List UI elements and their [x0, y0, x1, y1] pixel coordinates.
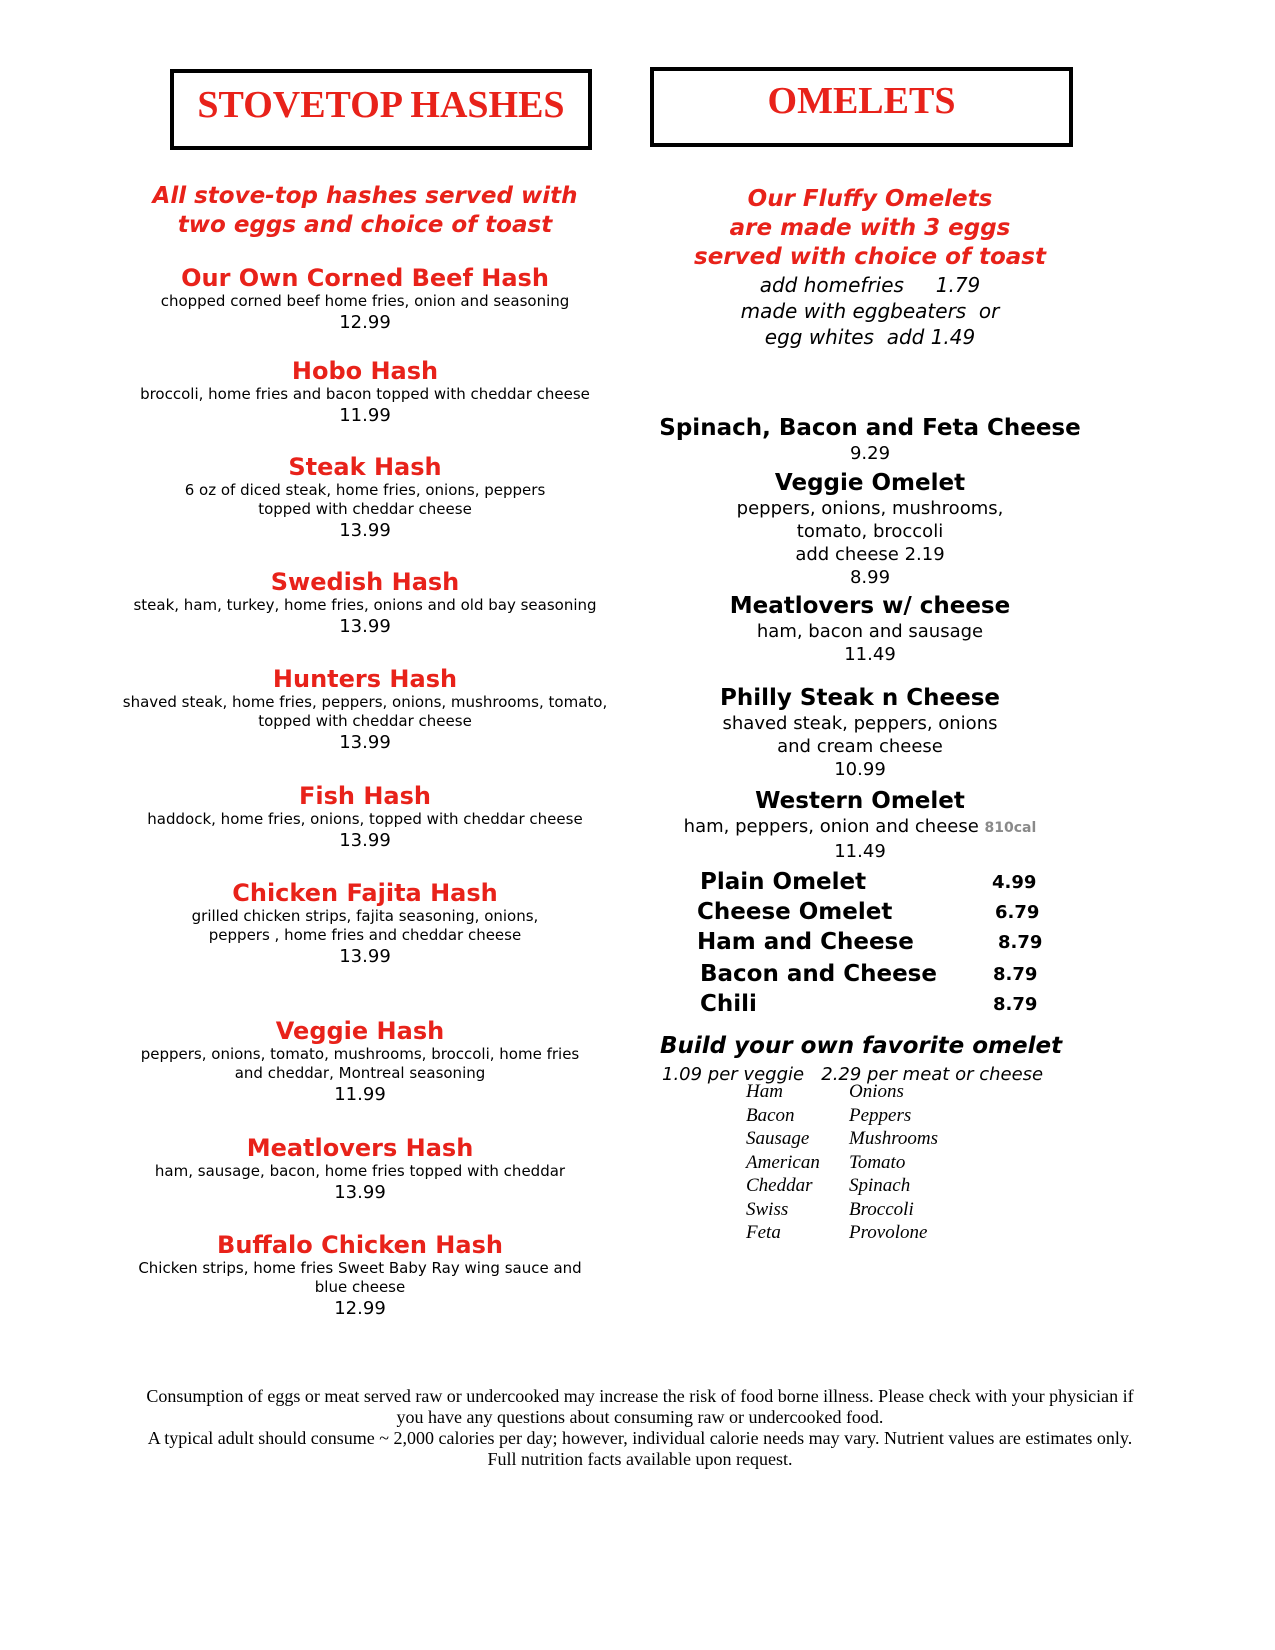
hash-item-fish: [90, 782, 640, 853]
hash-price: 13.99: [334, 1182, 386, 1203]
omelet-item-western: [630, 787, 1090, 863]
ingredient: Provolone: [849, 1222, 928, 1243]
hashes-intro: [90, 182, 640, 240]
omelet-price: 11.49: [834, 841, 886, 862]
hash-name: Veggie Hash: [275, 1017, 445, 1045]
omelet-price: 10.99: [834, 759, 886, 780]
simple-omelet-name: Chili: [700, 991, 757, 1017]
hash-price: 13.99: [339, 520, 391, 541]
simple-omelet-row: [700, 991, 1040, 1021]
omelet-desc: peppers, onions, mushrooms,: [736, 498, 1004, 519]
hash-item-buffalo-chicken: [80, 1231, 640, 1321]
hash-name: Steak Hash: [288, 453, 442, 481]
simple-omelet-price: 4.99: [992, 872, 1037, 893]
hash-desc: peppers, onions, tomato, mushrooms, broccoli, home fries: [140, 1045, 580, 1063]
ingredient: Tomato: [849, 1151, 906, 1173]
omelet-desc: [630, 815, 1090, 840]
simple-omelet-price: 8.79: [993, 964, 1038, 985]
ingredient: Mushrooms: [849, 1128, 939, 1149]
hash-name: Fish Hash: [299, 782, 431, 810]
omelets-intro-note: egg whites add 1.49: [764, 325, 976, 349]
ingredient: Sausage: [746, 1128, 810, 1149]
omelet-item-philly: [630, 684, 1090, 781]
hash-desc: steak, ham, turkey, home fries, onions and old bay seasoning: [133, 596, 597, 614]
build-omelet-title: Build your own favorite omelet: [660, 1033, 1063, 1059]
hash-price: 13.99: [339, 830, 391, 851]
simple-omelet-row: [700, 869, 1040, 899]
omelet-desc: add cheese 2.19: [795, 544, 945, 565]
ingredient: Broccoli: [849, 1198, 914, 1220]
hash-desc: 6 oz of diced steak, home fries, onions, peppers: [184, 481, 546, 499]
omelet-name: Meatlovers w/ cheese: [729, 593, 1011, 619]
hashes-intro-line: two eggs and choice of toast: [177, 212, 553, 238]
hash-desc: topped with cheddar cheese: [258, 712, 472, 730]
hash-price: 12.99: [334, 1298, 386, 1319]
ingredient: Ham: [746, 1081, 783, 1102]
hash-desc: blue cheese: [314, 1278, 406, 1296]
omelet-desc: and cream cheese: [777, 736, 943, 757]
hashes-title: STOVETOP HASHES: [197, 84, 565, 126]
omelets-intro-note: made with eggbeaters or: [740, 299, 1000, 323]
hash-item-steak: [90, 453, 640, 543]
hash-item-veggie: [80, 1017, 640, 1107]
hash-desc: and cheddar, Montreal seasoning: [234, 1064, 486, 1082]
simple-omelet-price: 8.79: [993, 994, 1038, 1015]
omelet-price: 11.49: [844, 644, 896, 665]
simple-omelet-row: [697, 929, 1043, 959]
hash-price: 11.99: [334, 1084, 386, 1105]
hash-item-hobo: [90, 357, 640, 428]
hash-desc: topped with cheddar cheese: [258, 500, 472, 518]
hash-desc: broccoli, home fries and bacon topped with cheddar cheese: [140, 385, 590, 403]
hash-desc: grilled chicken strips, fajita seasoning, onions,: [191, 907, 539, 925]
hash-desc: ham, sausage, bacon, home fries topped with cheddar: [154, 1162, 566, 1180]
simple-omelet-row: [700, 961, 1040, 991]
build-ingredients-meat-cheese: [746, 1080, 820, 1245]
build-omelet-pricing: 1.09 per veggie 2.29 per meat or cheese: [662, 1064, 1044, 1085]
hashes-column: [90, 0, 640, 1340]
hash-item-chicken-fajita: [90, 879, 640, 969]
hash-name: Chicken Fajita Hash: [232, 879, 498, 907]
omelet-name: Spinach, Bacon and Feta Cheese: [659, 415, 1081, 441]
ingredient: Onions: [849, 1081, 904, 1102]
omelet-item-meatlovers: [640, 592, 1100, 666]
omelets-title-box: [650, 67, 1073, 147]
omelet-price: 8.99: [849, 567, 891, 588]
hash-price: 12.99: [339, 312, 391, 333]
ingredient: Peppers: [849, 1104, 912, 1126]
hash-item-meatlovers: [80, 1134, 640, 1205]
hash-price: 13.99: [339, 946, 391, 967]
ingredient: American: [746, 1151, 820, 1173]
simple-omelet-price: 8.79: [998, 932, 1043, 953]
hash-item-hunters: [90, 665, 640, 755]
hash-name: Swedish Hash: [270, 568, 460, 596]
hash-desc: shaved steak, home fries, peppers, onions, mushrooms, tomato,: [122, 693, 608, 711]
omelet-desc-text: ham, peppers, onion and cheese: [683, 816, 979, 837]
omelet-desc: shaved steak, peppers, onions: [722, 713, 998, 734]
hash-name: Buffalo Chicken Hash: [217, 1231, 503, 1259]
omelet-desc: tomato, broccoli: [796, 521, 944, 542]
hashes-intro-line: All stove-top hashes served with: [152, 183, 578, 209]
omelet-item-veggie: [640, 469, 1100, 589]
build-ingredients-veggies: [849, 1080, 938, 1245]
omelets-intro-line: served with choice of toast: [694, 244, 1046, 270]
hash-desc: chopped corned beef home fries, onion and seasoning: [160, 292, 570, 310]
hash-name: Hunters Hash: [272, 665, 458, 693]
simple-omelet-name: Plain Omelet: [700, 869, 867, 895]
hash-item-swedish: [90, 568, 640, 639]
omelets-intro-line: Our Fluffy Omelets: [747, 186, 993, 212]
hash-price: 13.99: [339, 616, 391, 637]
simple-omelet-row: [697, 899, 1040, 929]
simple-omelet-price: 6.79: [995, 902, 1040, 923]
ingredient: Bacon: [746, 1104, 795, 1126]
hash-name: Meatlovers Hash: [246, 1134, 474, 1162]
simple-omelet-name: Bacon and Cheese: [700, 961, 937, 987]
omelet-name: Philly Steak n Cheese: [720, 685, 1000, 711]
footer-line: Full nutrition facts available upon request.: [487, 1449, 793, 1469]
ingredient: Feta: [746, 1222, 781, 1243]
omelet-price: 9.29: [849, 443, 891, 464]
omelet-desc: ham, bacon and sausage: [756, 621, 984, 642]
ingredient: Swiss: [746, 1198, 789, 1220]
ingredient: Cheddar: [746, 1175, 813, 1196]
omelet-name: Veggie Omelet: [774, 470, 966, 496]
hash-name: Hobo Hash: [291, 357, 439, 385]
omelets-intro: [660, 185, 1080, 350]
omelets-title: OMELETS: [767, 80, 956, 122]
hash-item-corned-beef: [90, 264, 640, 335]
footer-disclaimer: [60, 1386, 1220, 1470]
omelets-intro-line: are made with 3 eggs: [729, 215, 1011, 241]
hash-name: Our Own Corned Beef Hash: [181, 264, 549, 292]
hash-price: 11.99: [339, 405, 391, 426]
hash-desc: peppers , home fries and cheddar cheese: [208, 926, 522, 944]
omelet-name: Western Omelet: [755, 788, 965, 814]
footer-line: Consumption of eggs or meat served raw or undercooked may increase the risk of food borne illness. Please check with your physician if: [146, 1386, 1134, 1406]
hash-price: 13.99: [339, 732, 391, 753]
footer-line: A typical adult should consume ~ 2,000 calories per day; however, individual calorie needs may vary. Nutrient values are estimates only.: [147, 1428, 1133, 1448]
ingredient: Spinach: [849, 1175, 911, 1196]
calorie-count: 810cal: [984, 820, 1037, 836]
simple-omelet-name: Ham and Cheese: [697, 929, 914, 955]
omelet-item-spinach-bacon-feta: [640, 414, 1100, 465]
hash-desc: Chicken strips, home fries Sweet Baby Ray wing sauce and: [138, 1259, 582, 1277]
hash-desc: haddock, home fries, onions, topped with cheddar cheese: [147, 810, 583, 828]
omelets-intro-note: add homefries 1.79: [759, 273, 981, 297]
footer-line: you have any questions about consuming raw or undercooked food.: [396, 1407, 884, 1427]
simple-omelet-name: Cheese Omelet: [697, 899, 893, 925]
